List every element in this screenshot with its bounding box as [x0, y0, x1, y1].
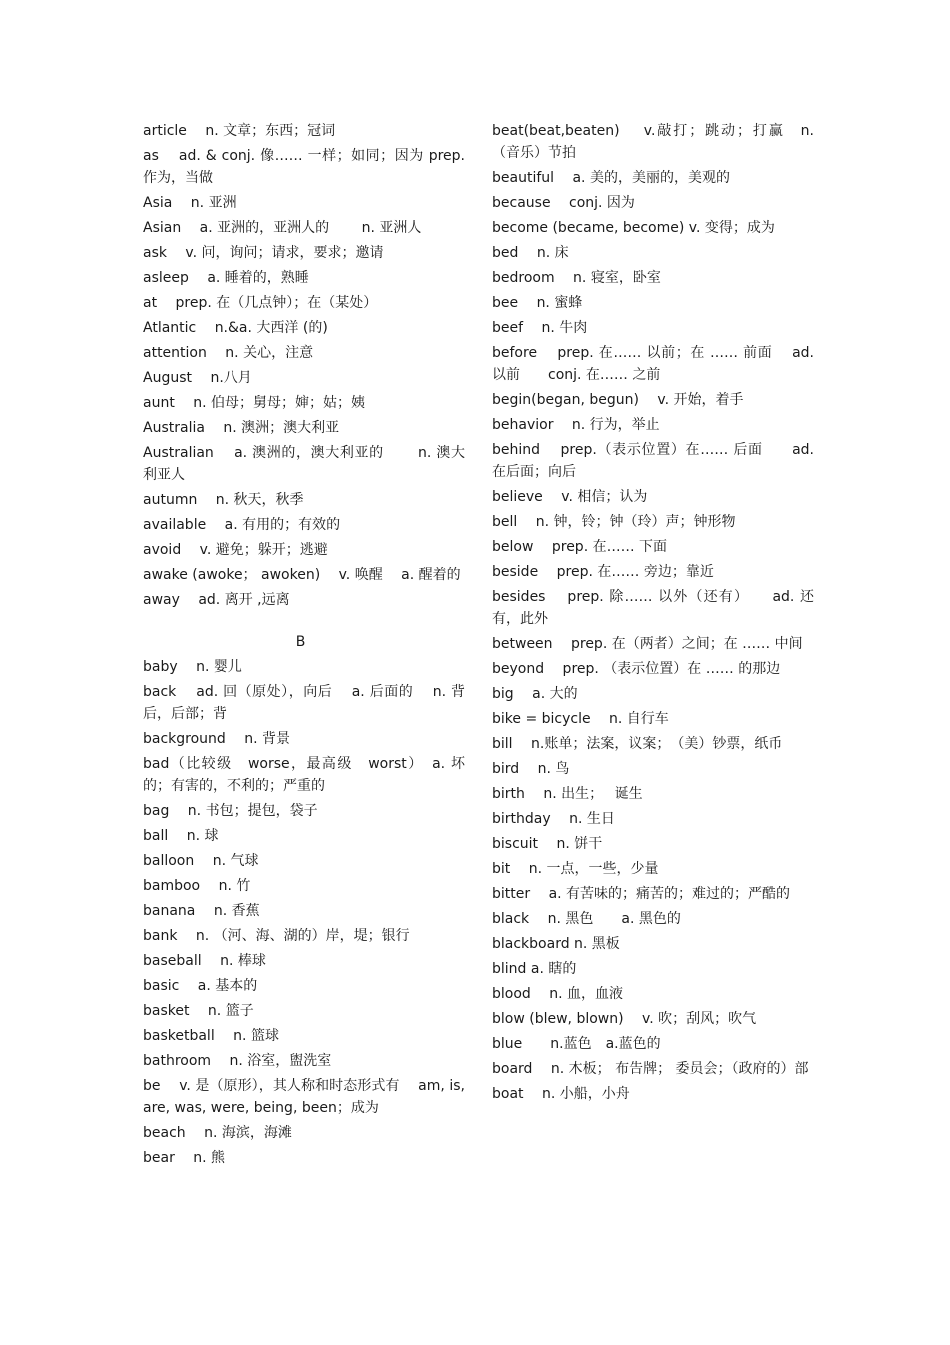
entry-blow: blow (blew, blown) v. 吹；刮风；吹气 — [492, 1011, 757, 1027]
entry-behind: behind prep.（表示位置）在…… 后面 ad. 在后面；向后 — [492, 442, 814, 480]
entry-blind: blind a. 瞎的 — [492, 961, 577, 977]
right-column — [492, 120, 814, 1108]
entry-bedroom: bedroom n. 寝室，卧室 — [492, 270, 661, 286]
entry-become: become (became, become) v. 变得；成为 — [492, 220, 775, 236]
entry-blackboard: blackboard n. 黑板 — [492, 936, 620, 952]
entry-balloon: balloon n. 气球 — [143, 853, 259, 869]
entry-bell: bell n. 钟，铃；钟（玲）声；钟形物 — [492, 514, 736, 530]
entry-black: black n. 黑色 a. 黑色的 — [492, 911, 681, 927]
entry-australia: Australia n. 澳洲；澳大利亚 — [143, 420, 340, 436]
entry-bitter: bitter a. 有苦味的；痛苦的；难过的；严酷的 — [492, 886, 791, 902]
entry-bit: bit n. 一点，一些，少量 — [492, 861, 659, 877]
section-heading-b: B — [295, 634, 306, 650]
entry-bank: bank n. （河、海、湖的）岸，堤；银行 — [143, 928, 410, 944]
entry-autumn: autumn n. 秋天，秋季 — [143, 492, 304, 508]
entry-background: background n. 背景 — [143, 731, 291, 747]
entry-blood: blood n. 血，血液 — [492, 986, 624, 1002]
entry-blue: blue n.蓝色 a.蓝色的 — [492, 1036, 661, 1052]
entry-bag: bag n. 书包；提包，袋子 — [143, 803, 318, 819]
entry-behavior: behavior n. 行为，举止 — [492, 417, 660, 433]
entry-besides: besides prep. 除…… 以外（还有） ad. 还有，此外 — [492, 589, 814, 627]
entry-attention: attention n. 关心，注意 — [143, 345, 314, 361]
entry-be: be v. 是（原形），其人称和时态形式有 am, is, are, was, were, being, been；成为 — [143, 1078, 465, 1116]
entry-ball: ball n. 球 — [143, 828, 219, 844]
entry-baseball: baseball n. 棒球 — [143, 953, 266, 969]
entry-bamboo: bamboo n. 竹 — [143, 878, 251, 894]
entry-at: at prep. 在（几点钟）；在（某处） — [143, 295, 378, 311]
entry-baby: baby n. 婴儿 — [143, 659, 242, 675]
entry-ask: ask v. 问，询问；请求，要求；邀请 — [143, 245, 384, 261]
entry-as: as ad. & conj. 像…… 一样；如同；因为 prep. 作为，当做 — [143, 148, 465, 186]
entry-article: article n. 文章；东西；冠词 — [143, 123, 336, 139]
entry-below: below prep. 在…… 下面 — [492, 539, 668, 555]
entry-asleep: asleep a. 睡着的，熟睡 — [143, 270, 309, 286]
entry-big: big a. 大的 — [492, 686, 578, 702]
entry-bee: bee n. 蜜蜂 — [492, 295, 583, 311]
entry-biscuit: biscuit n. 饼干 — [492, 836, 603, 852]
entry-asia: Asia n. 亚洲 — [143, 195, 237, 211]
entry-beach: beach n. 海滨，海滩 — [143, 1125, 292, 1141]
entry-bed: bed n. 床 — [492, 245, 569, 261]
entry-beyond: beyond prep. （表示位置）在 …… 的那边 — [492, 661, 781, 677]
entry-awake: awake (awoke； awoken) v. 唤醒 a. 醒着的 — [143, 567, 461, 583]
entry-bear: bear n. 熊 — [143, 1150, 226, 1166]
entry-aunt: aunt n. 伯母；舅母；婶；姑；姨 — [143, 395, 366, 411]
entry-basic: basic a. 基本的 — [143, 978, 258, 994]
entry-back: back ad. 回（原处），向后 a. 后面的 n. 背后，后部；背 — [143, 684, 465, 722]
entry-beef: beef n. 牛肉 — [492, 320, 588, 336]
entry-begin: begin(began, begun) v. 开始，着手 — [492, 392, 744, 408]
entry-bird: bird n. 鸟 — [492, 761, 570, 777]
entry-before: before prep. 在…… 以前；在 …… 前面 ad. 以前 conj. 在…… 之前 — [492, 345, 814, 383]
entry-beside: beside prep. 在…… 旁边；靠近 — [492, 564, 714, 580]
entry-bathroom: bathroom n. 浴室，盥洗室 — [143, 1053, 332, 1069]
entry-bike: bike = bicycle n. 自行车 — [492, 711, 669, 727]
entry-avoid: avoid v. 避免；躲开；逃避 — [143, 542, 328, 558]
entry-boat: boat n. 小船，小舟 — [492, 1086, 630, 1102]
entry-between: between prep. 在（两者）之间；在 …… 中间 — [492, 636, 803, 652]
entry-bad: bad（比较级 worse，最高级 worst） a. 坏的；有害的，不利的；严重的 — [143, 756, 465, 794]
entry-birth: birth n. 出生； 诞生 — [492, 786, 643, 802]
entry-believe: believe v. 相信；认为 — [492, 489, 648, 505]
entry-away: away ad. 离开 ,远离 — [143, 592, 290, 608]
entry-because: because conj. 因为 — [492, 195, 635, 211]
entry-beat: beat(beat,beaten) v.敲打；跳动；打赢 n.（音乐）节拍 — [492, 123, 814, 161]
entry-asian: Asian a. 亚洲的，亚洲人的 n. 亚洲人 — [143, 220, 422, 236]
entry-birthday: birthday n. 生日 — [492, 811, 615, 827]
entry-banana: banana n. 香蕉 — [143, 903, 260, 919]
entry-available: available a. 有用的；有效的 — [143, 517, 341, 533]
entry-basketball: basketball n. 篮球 — [143, 1028, 279, 1044]
entry-basket: basket n. 篮子 — [143, 1003, 254, 1019]
entry-august: August n.八月 — [143, 370, 252, 386]
entry-australian: Australian a. 澳洲的，澳大利亚的 n. 澳大利亚人 — [143, 445, 465, 483]
entry-bill: bill n.账单；法案，议案； （美）钞票，纸币 — [492, 736, 783, 752]
entry-board: board n. 木板； 布告牌； 委员会；（政府的）部 — [492, 1061, 809, 1077]
entry-atlantic: Atlantic n.&a. 大西洋 (的) — [143, 320, 328, 336]
entry-beautiful: beautiful a. 美的，美丽的，美观的 — [492, 170, 730, 186]
left-column — [143, 120, 465, 1172]
